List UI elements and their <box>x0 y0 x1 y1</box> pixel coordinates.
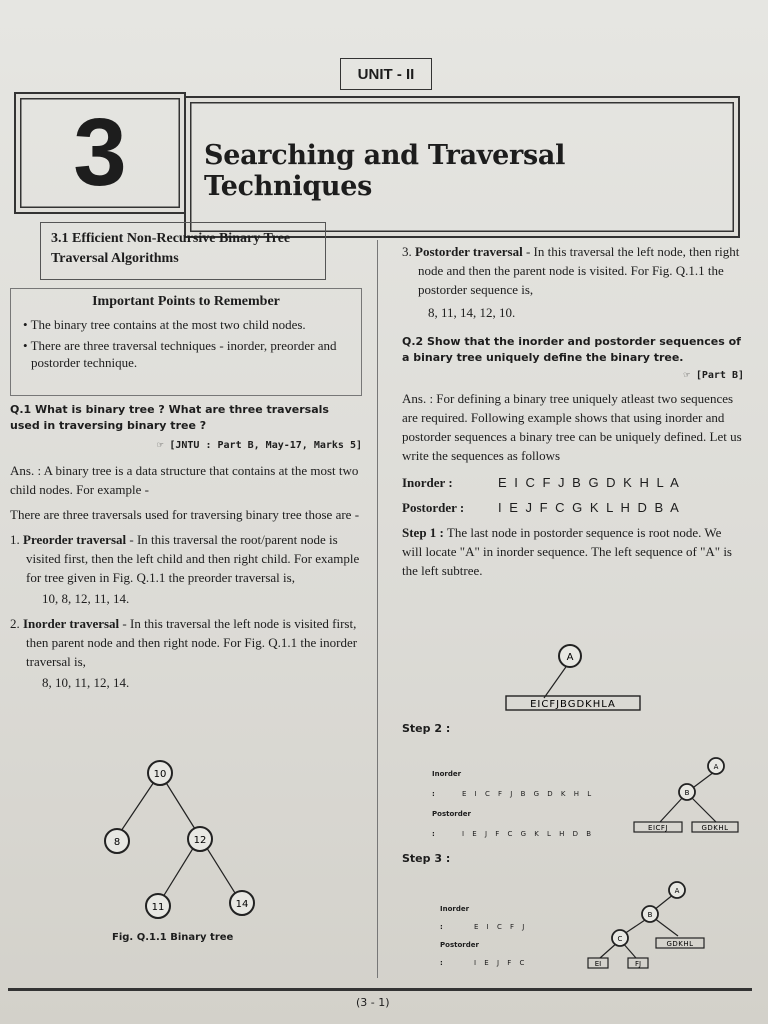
inorder-row: Inorder : E I C F J B G D K H L A <box>402 475 681 490</box>
svg-text:A: A <box>674 887 680 895</box>
step2-node-A <box>708 758 724 774</box>
chapter-title-box <box>184 96 740 238</box>
tree-node-14 <box>230 891 254 915</box>
chapter-title: Searching and Traversal Techniques <box>204 140 566 202</box>
important-points-title: Important Points to Remember <box>92 294 280 309</box>
preorder-sequence: 10, 8, 12, 11, 14. <box>42 591 130 606</box>
step1-root-node <box>559 645 581 667</box>
step3-box-right <box>656 938 704 948</box>
svg-text:EICFJ: EICFJ <box>648 824 668 832</box>
unit-label: UNIT - II <box>340 58 432 90</box>
svg-text:8: 8 <box>113 837 121 848</box>
important-point-2: • There are three traversal techniques - inorder, preorder and postorder technique. <box>23 338 337 370</box>
step1-sequence-box <box>506 696 640 710</box>
footer-rule <box>8 988 752 991</box>
step3-node-B <box>642 906 658 922</box>
step2-box-right <box>692 822 738 832</box>
postorder-row: Postorder : I E J F C G K L H D B A <box>402 500 681 515</box>
svg-text:C: C <box>617 935 623 943</box>
svg-text:10: 10 <box>153 769 167 780</box>
important-points-box <box>10 288 362 396</box>
postorder-sequence: 8, 11, 14, 12, 10. <box>428 305 516 320</box>
step2-node-B <box>679 784 695 800</box>
step3-box-FJ <box>628 958 648 968</box>
column-divider <box>377 240 378 978</box>
tree-node-8 <box>105 829 129 853</box>
svg-text:12: 12 <box>193 835 207 846</box>
svg-text:FJ: FJ <box>634 960 642 968</box>
step-2-sequences: Inorder : E I C F J B G D K H L Postorder : I E J F C G K L H D B <box>432 770 595 838</box>
svg-text:11: 11 <box>151 902 165 913</box>
tree-node-12 <box>188 827 212 851</box>
svg-text:A: A <box>713 763 719 771</box>
step-1-diagram <box>500 640 650 716</box>
step3-box-EI <box>588 958 608 968</box>
traversal-item-postorder: 3. Postorder traversal - In this traversal the left node, then right node and then the parent node is visited. For Fig. Q.1.1 the postorder sequence is, <box>402 244 740 297</box>
svg-text:EI: EI <box>594 960 602 968</box>
svg-text:14: 14 <box>235 899 249 910</box>
svg-text:EICFJBGDKHLA: EICFJBGDKHLA <box>530 699 616 710</box>
svg-text:A: A <box>566 652 574 663</box>
step2-box-left <box>634 822 682 832</box>
important-point-1: • The binary tree contains at the most two child nodes. <box>23 317 306 332</box>
traversal-item-preorder: 1. Preorder traversal - In this traversal the root/parent node is visited first, then the left child and then right child. For example for tree given in Fig. Q.1.1 the preorder traversal is, <box>10 532 360 585</box>
answer-1-intro: There are three traversals used for traversing binary tree those are - <box>10 507 360 522</box>
traversal-item-inorder: 2. Inorder traversal - In this traversal the left node is visited first, then parent node and then right node. For Fig. Q.1.1 the inorder traversal is, <box>10 616 358 669</box>
answer-2: Ans. : For defining a binary tree uniquely atleast two sequences are required. Following example shows that using inorder and postorder sequences a binary tree can be uniquely defined. Let us write the sequences as follows <box>402 391 742 463</box>
binary-tree-figure <box>90 755 280 950</box>
tree-node-11 <box>146 894 170 918</box>
step-2-diagram <box>630 752 742 836</box>
question-1: Q.1 What is binary tree ? What are three traversals used in traversing binary tree ? <box>10 403 329 432</box>
question-1-reference: ☞ [JNTU : Part B, May-17, Marks 5] <box>157 440 362 451</box>
section-heading: 3.1 Efficient Non-Recursive Binary Tree Traversal Algorithms <box>40 222 326 280</box>
figure-caption: Fig. Q.1.1 Binary tree <box>112 932 234 943</box>
svg-text:GDKHL: GDKHL <box>701 824 729 832</box>
chapter-number: 3 <box>73 99 127 206</box>
answer-1: Ans. : A binary tree is a data structure that contains at the most two child nodes. For example - <box>10 463 359 497</box>
step3-node-A <box>669 882 685 898</box>
tree-node-10 <box>148 761 172 785</box>
svg-text:B: B <box>684 789 690 797</box>
inorder-sequence: 8, 10, 11, 12, 14. <box>42 675 130 690</box>
right-column <box>402 242 744 580</box>
page-number: (3 - 1) <box>356 996 390 1009</box>
chapter-number-box <box>14 92 186 214</box>
step-3-label: Step 3 : <box>402 852 451 865</box>
left-column <box>10 402 362 692</box>
step-1: Step 1 : The last node in postorder sequence is root node. We will locate "A" in inorder sequence. The left sequence of "A" is the left subtree. <box>402 525 732 578</box>
question-2-reference: ☞ [Part B] <box>683 370 744 381</box>
svg-text:GDKHL: GDKHL <box>666 940 694 948</box>
step3-node-C <box>612 930 628 946</box>
step-3-diagram <box>582 878 712 974</box>
svg-text:B: B <box>647 911 653 919</box>
question-2: Q.2 Show that the inorder and postorder sequences of a binary tree uniquely define the binary tree. <box>402 335 741 364</box>
step-3-sequences: Inorder : E I C F J Postorder : I E J F C <box>440 905 528 967</box>
step-2-label: Step 2 : <box>402 722 451 735</box>
